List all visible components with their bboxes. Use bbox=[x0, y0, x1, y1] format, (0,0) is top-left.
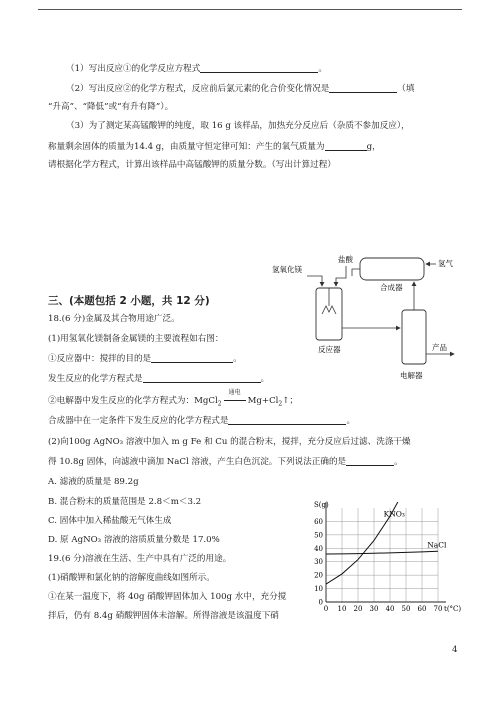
q-part-3-line3: 请根据化学方程式，计算出该样品中高锰酸钾的质量分数。（写出计算过程） bbox=[48, 160, 336, 170]
series-label-kno3: KNO₃ bbox=[383, 509, 405, 519]
q18-part1b-text: 发生反应的化学方程式是 bbox=[48, 374, 143, 384]
x-axis-label: t(°C) bbox=[444, 605, 462, 613]
q-part-2 bbox=[66, 82, 415, 95]
y-tick-label: 40 bbox=[314, 544, 323, 553]
q18-part1: (1)用氢氧化镁制备金属镁的主要流程如右图： bbox=[48, 334, 224, 344]
reaction-arrow bbox=[222, 389, 248, 407]
q18-part3a: (2)向100g AgNO₃ 溶液中加入 m g Fe 和 Cu 的混合粉末，搅拌，充分反应后过滤、洗涤干燥 bbox=[48, 437, 411, 447]
mg-oh-label: 氢氧化镁 bbox=[272, 265, 302, 274]
q18-part1a-text: ①反应器中：搅拌的目的是 bbox=[48, 354, 152, 364]
q18-eq-post: Mg+Cl bbox=[247, 396, 279, 406]
section-title: 三、(本题包括 2 小题，共 12 分) bbox=[48, 295, 210, 307]
answer-blank bbox=[143, 372, 261, 383]
x-tick-label: 70 bbox=[433, 605, 443, 613]
synthesizer-box bbox=[360, 258, 424, 280]
q18-part1b bbox=[48, 372, 269, 385]
q18-part3b-text: 得 10.8g 固体，向滤液中滴加 NaCl 溶液，产生白色沉淀。下列说法正确的是 bbox=[48, 457, 347, 467]
answer-blank bbox=[325, 140, 367, 151]
unit: g， bbox=[366, 142, 381, 152]
answer-blank bbox=[228, 414, 346, 425]
x-tick-label: 50 bbox=[401, 605, 411, 613]
x-tick-label: 60 bbox=[417, 605, 427, 613]
answer-blank bbox=[200, 62, 318, 73]
q-part-3-line2 bbox=[48, 140, 381, 153]
y-tick-label: 50 bbox=[314, 531, 323, 540]
synth-label: 合成器 bbox=[380, 283, 403, 292]
arrow-line bbox=[224, 400, 246, 401]
punct: 。 bbox=[318, 64, 327, 74]
q18-part2b-text: 合成器中在一定条件下发生反应的化学方程式是 bbox=[48, 416, 229, 426]
x-tick-label: 30 bbox=[369, 605, 379, 613]
q-part-3-text: 称量剩余固体的质量为14.4 g，由质量守恒定律可知：产生的氧气质量为 bbox=[48, 142, 325, 152]
punct: 。 bbox=[394, 457, 403, 467]
q-part-1 bbox=[66, 62, 327, 75]
series-label-nacl: NaCl bbox=[427, 540, 447, 550]
q-part-1-text: （1）写出反应①的化学反应方程式 bbox=[66, 64, 201, 74]
subscript: 2 bbox=[217, 400, 222, 408]
q19-part1b: 拌后，仍有 8.4g 硝酸钾固体未溶解。所得溶液是该温度下硝 bbox=[48, 611, 279, 621]
q18-part2a bbox=[48, 389, 299, 411]
q19-part1a: ①在某一温度下，将 40g 硝酸钾固体加入 100g 水中，充分搅 bbox=[48, 592, 287, 602]
answer-blank bbox=[346, 455, 394, 466]
punct: （填 bbox=[397, 84, 415, 94]
answer-blank bbox=[329, 82, 397, 93]
hcl-label: 盐酸 bbox=[338, 255, 353, 264]
punct: 。 bbox=[233, 354, 242, 364]
y-tick-label: 60 bbox=[314, 517, 323, 526]
q18-part1a bbox=[48, 352, 242, 365]
electrolyzer-label: 电解器 bbox=[400, 371, 423, 380]
q18-part2b bbox=[48, 414, 355, 427]
q-part-2-text: （2）写出反应②的化学方程式，反应前后氯元素的化合价变化情况是 bbox=[66, 84, 330, 94]
y-tick-label: 20 bbox=[314, 571, 323, 580]
y-axis-label: S(g) bbox=[314, 501, 329, 509]
q-part-2-cont: “升高”、“降低”或“有升有降”）。 bbox=[48, 102, 174, 112]
q18-intro: 18.(6 分)金属及其合物用途广泛。 bbox=[48, 314, 180, 324]
condition-label: 通电 bbox=[228, 389, 241, 396]
q-part-3: （3）为了测定某高锰酸钾的纯度，取 16 g 该样品，加热充分反应后（杂质不参加反应）， bbox=[66, 121, 410, 131]
option-a: A. 滤液的质量是 89.2g bbox=[48, 477, 139, 487]
product-label: 产品 bbox=[432, 343, 447, 352]
answer-blank bbox=[151, 352, 233, 363]
y-tick-label: 30 bbox=[314, 558, 323, 567]
q18-eq-post2: ↑； bbox=[282, 396, 299, 406]
option-c: C. 固体中加入稀盐酸无气体生成 bbox=[48, 516, 172, 526]
reactor-label: 反应器 bbox=[318, 345, 341, 354]
series-line-nacl bbox=[326, 551, 438, 554]
q18-part3b bbox=[48, 455, 403, 468]
q19-part1: (1)硝酸钾和氯化钠的溶解度曲线如图所示。 bbox=[48, 573, 215, 583]
solubility-chart bbox=[306, 500, 468, 616]
electrolyzer-box bbox=[402, 310, 426, 364]
flow-diagram bbox=[262, 248, 462, 384]
punct: 。 bbox=[260, 374, 270, 384]
q19-intro: 19.(6 分)溶液在生活、生产中具有广泛的用途。 bbox=[48, 554, 232, 564]
q18-eq-pre: ②电解器中发生反应的化学方程式为：MgCl bbox=[48, 396, 218, 406]
x-tick-label: 40 bbox=[385, 605, 395, 613]
h2-label: 氢气 bbox=[438, 259, 453, 268]
subscript: 2 bbox=[278, 400, 283, 408]
option-d: D. 原 AgNO₃ 溶液的溶质质量分数是 17.0% bbox=[48, 535, 220, 545]
y-tick-label: 10 bbox=[314, 585, 323, 594]
top-rule bbox=[38, 9, 462, 10]
x-tick-label: 10 bbox=[337, 605, 347, 613]
series-line-kno3 bbox=[326, 500, 438, 584]
page-number: 4 bbox=[452, 645, 458, 655]
x-tick-label: 20 bbox=[353, 605, 363, 613]
punct: 。 bbox=[346, 416, 356, 426]
y-tick-label: 0 bbox=[318, 598, 323, 607]
option-b: B. 混合粉末的质量范围是 2.8＜m＜3.2 bbox=[48, 497, 202, 507]
x-tick-label: 0 bbox=[323, 605, 329, 613]
